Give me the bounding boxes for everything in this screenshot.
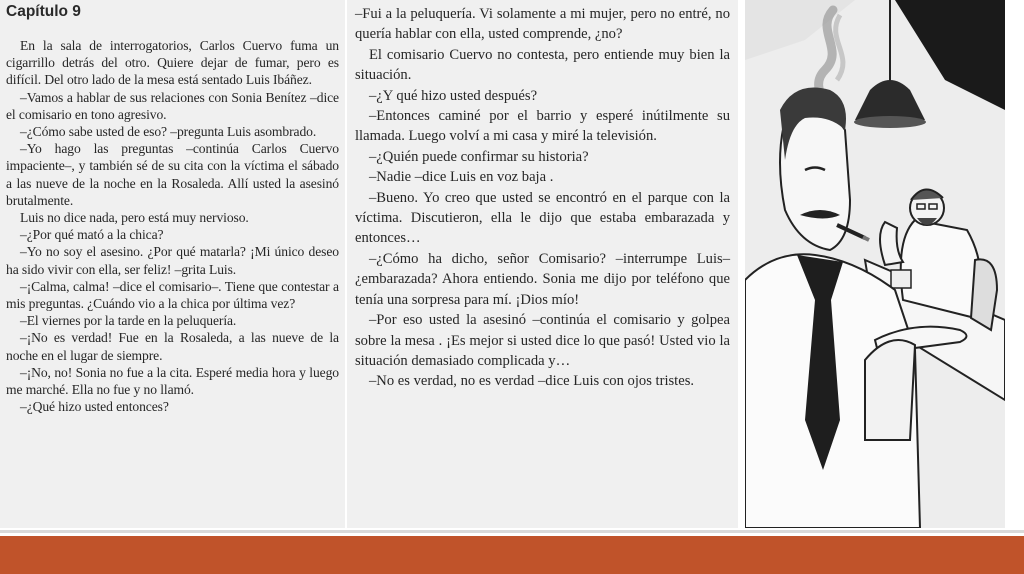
left-paragraph: –Vamos a hablar de sus relaciones con Sonia Benítez –dice el comisario en tono agresivo. <box>6 89 339 122</box>
right-paragraph: –¿Cómo ha dicho, señor Comisario? –interrumpe Luis– ¿embarazada? Ahora entiendo. Sonia me dijo por teléfono que tenía una sorpresa para mí. ¡Dios mío! <box>355 250 730 308</box>
right-paragraph: El comisario Cuervo no contesta, pero entiende muy bien la situación. <box>355 46 730 84</box>
interrogation-illustration <box>745 0 1005 528</box>
left-paragraph: Luis no dice nada, pero está muy nervioso. <box>20 210 249 226</box>
right-paragraph: –¿Y qué hizo usted después? <box>369 87 538 104</box>
left-paragraph: –¿Qué hizo usted entonces? <box>20 399 169 415</box>
chapter-heading: Capítulo 9 <box>6 3 81 20</box>
right-paragraph: –Entonces caminé por el barrio y esperé inútilmente su llamada. Luego volví a mi casa y miré la televisión. <box>355 108 730 145</box>
accent-footer-bar <box>0 536 1024 574</box>
right-text-page <box>347 0 738 528</box>
right-paragraph: –Por eso usted la asesinó –continúa el comisario y golpea sobre la mesa . ¡Es mejor si usted dice lo que pasó! Usted vio la situación demasiado complicada y… <box>355 312 730 369</box>
left-paragraph: –¿Por qué mató a la chica? <box>20 227 164 243</box>
right-paragraph: –Bueno. Yo creo que usted se encontró en el parque con la víctima. Discutieron, ella le dijo que estaba embarazada y entonces… <box>355 189 730 247</box>
left-paragraph: –¡No, no! Sonia no fue a la cita. Esperé media hora y luego me marché. Ella no fue y no llamó. <box>6 364 339 398</box>
right-paragraph: –Nadie –dice Luis en voz baja . <box>369 169 554 186</box>
divider-line <box>0 530 1024 533</box>
left-paragraph: –Yo hago las preguntas –continúa Carlos Cuervo impaciente–, y también sé de su cita con la víctima el sábado a las nueve de la noche en la Rosaleda. Allí usted la asesinó brutalmente. <box>6 141 339 208</box>
left-paragraph: –El viernes por la tarde en la peluquería. <box>20 313 237 329</box>
left-paragraph: –¡Calma, calma! –dice el comisario–. Tiene que contestar a mis preguntas. ¿Cuándo vio a la chica por última vez? <box>6 278 339 312</box>
interrogation-drawing <box>745 0 1005 528</box>
left-paragraph: –¿Cómo sabe usted de eso? –pregunta Luis asombrado. <box>20 124 317 140</box>
left-paragraph: En la sala de interrogatorios, Carlos Cuervo fuma un cigarrillo detrás del otro. Quiere dejar de fumar, pero es difícil. Del otro lado de la mesa está sentado Luis Ibáñez. <box>6 38 339 88</box>
left-paragraph: –Yo no soy el asesino. ¿Por qué matarla? ¡Mi único deseo ha sido vivir con ella, ser feliz! –grita Luis. <box>6 244 339 277</box>
right-paragraph: –No es verdad, no es verdad –dice Luis con ojos tristes. <box>369 373 695 390</box>
right-paragraph: –Fui a la peluquería. Vi solamente a mi mujer, pero no entré, no quería hablar con ella, usted comprende, ¿no? <box>355 6 730 43</box>
left-paragraph: –¡No es verdad! Fue en la Rosaleda, a las nueve de la noche en el lugar de siempre. <box>6 330 339 363</box>
left-text-page <box>0 0 345 528</box>
right-paragraph: –¿Quién puede confirmar su historia? <box>369 148 589 165</box>
